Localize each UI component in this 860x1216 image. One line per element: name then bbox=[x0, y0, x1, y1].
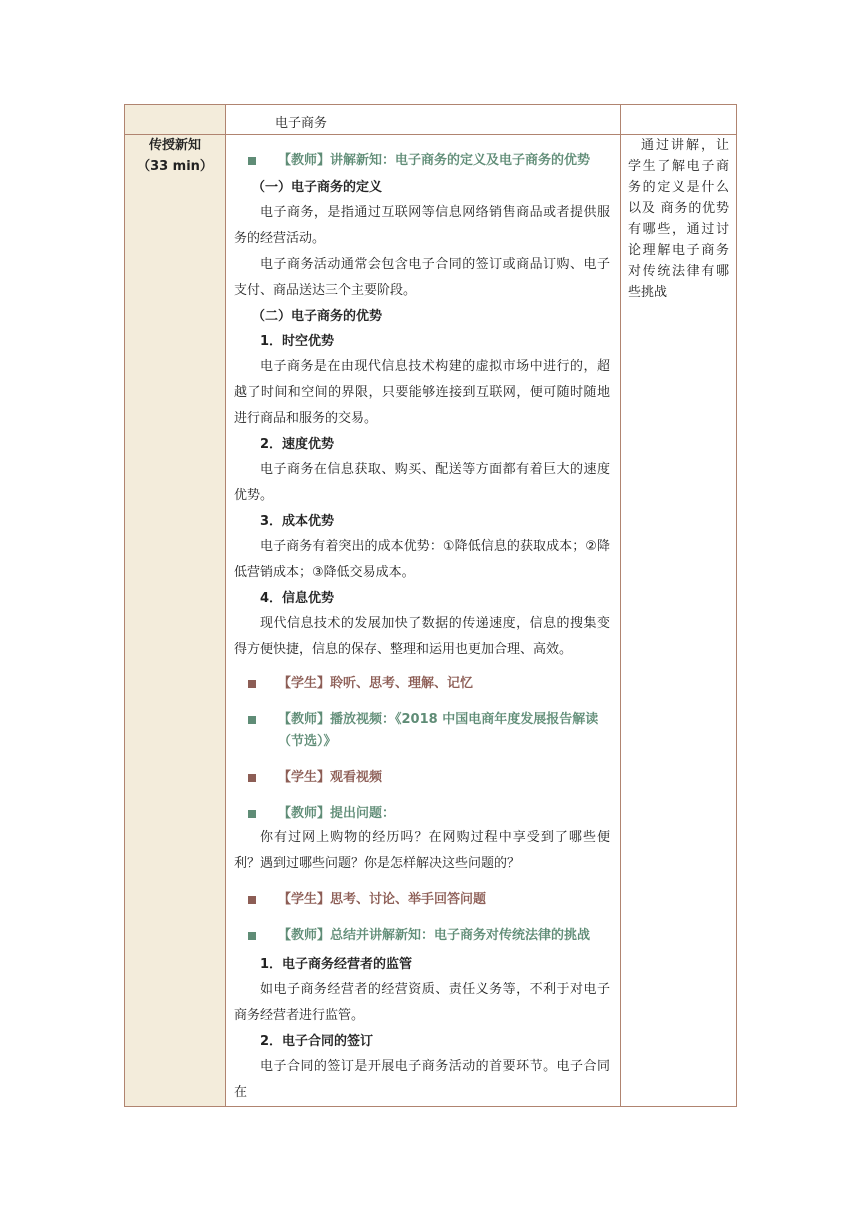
paragraph: 现代信息技术的发展加快了数据的传递速度，信息的搜集变得方便快捷，信息的保存、整理和运用也更加合理、高效。 bbox=[234, 616, 610, 657]
paragraph: 电子合同的签订是开展电子商务活动的首要环节。电子合同在 bbox=[234, 1059, 610, 1100]
stage-title: 传授新知 bbox=[148, 138, 201, 153]
teacher-activity: 【教师】总结并讲解新知：电子商务对传统法律的挑战 bbox=[234, 925, 610, 947]
table-row bbox=[125, 105, 737, 135]
square-bullet-icon bbox=[248, 932, 256, 940]
teacher-activity: 【教师】播放视频：《2018 中国电商年度发展报告解读（节选）》 bbox=[234, 709, 610, 753]
square-bullet-icon bbox=[248, 810, 256, 818]
student-activity: 【学生】观看视频 bbox=[234, 767, 610, 789]
lesson-plan-table bbox=[124, 104, 737, 1107]
paragraph: 电子商务活动通常会包含电子合同的签订或商品订购、电子支付、商品送达三个主要阶段。 bbox=[234, 257, 610, 298]
student-activity: 【学生】聆听、思考、理解、记忆 bbox=[234, 673, 610, 695]
subsection-heading: 2．电子合同的签订 bbox=[260, 1034, 374, 1049]
subsection-heading: 2．速度优势 bbox=[260, 437, 335, 452]
paragraph: 电子商务在信息获取、购买、配送等方面都有着巨大的速度优势。 bbox=[234, 462, 610, 503]
teacher-activity: 【教师】讲解新知：电子商务的定义及电子商务的优势 bbox=[234, 150, 610, 172]
paragraph: 如电子商务经营者的经营资质、责任义务等，不利于对电子商务经营者进行监管。 bbox=[234, 982, 610, 1023]
table-row bbox=[125, 135, 737, 1107]
stage-cell bbox=[125, 135, 226, 1107]
square-bullet-icon bbox=[248, 774, 256, 782]
square-bullet-icon bbox=[248, 680, 256, 688]
subsection-heading: 1．时空优势 bbox=[260, 334, 335, 349]
stage-cell-empty bbox=[125, 105, 226, 135]
row-content-text: 电子商务 bbox=[275, 116, 328, 131]
section-heading: （一）电子商务的定义 bbox=[252, 180, 383, 195]
goal-cell bbox=[621, 135, 737, 1107]
paragraph: 电子商务，是指通过互联网等信息网络销售商品或者提供服务的经营活动。 bbox=[234, 205, 610, 246]
goal-cell-empty bbox=[621, 105, 737, 135]
stage-duration: （33 min） bbox=[137, 159, 213, 174]
subsection-heading: 1．电子商务经营者的监管 bbox=[260, 957, 413, 972]
content-cell bbox=[226, 135, 621, 1107]
paragraph: 你有过网上购物的经历吗？在网购过程中享受到了哪些便利？遇到过哪些问题？你是怎样解决这些问题的？ bbox=[234, 830, 610, 871]
section-heading: （二）电子商务的优势 bbox=[252, 309, 383, 324]
subsection-heading: 3．成本优势 bbox=[260, 514, 335, 529]
square-bullet-icon bbox=[248, 157, 256, 165]
square-bullet-icon bbox=[248, 716, 256, 724]
subsection-heading: 4．信息优势 bbox=[260, 591, 335, 606]
teacher-activity: 【教师】提出问题： bbox=[234, 803, 610, 825]
student-activity: 【学生】思考、讨论、举手回答问题 bbox=[234, 889, 610, 911]
lesson-content bbox=[226, 135, 620, 1106]
paragraph: 电子商务有着突出的成本优势：①降低信息的获取成本；②降低营销成本；③降低交易成本。 bbox=[234, 539, 610, 580]
square-bullet-icon bbox=[248, 896, 256, 904]
content-cell-top bbox=[226, 105, 621, 135]
paragraph: 电子商务是在由现代信息技术构建的虚拟市场中进行的，超越了时间和空间的界限，只要能够连接到互联网，便可随时随地进行商品和服务的交易。 bbox=[234, 359, 610, 426]
teaching-goal: 通过讲解，让学生了解电子商务的定义是什么以及 商务的优势有哪些，通过讨论理解电子商务对传统法律有哪些挑战 bbox=[628, 138, 729, 300]
